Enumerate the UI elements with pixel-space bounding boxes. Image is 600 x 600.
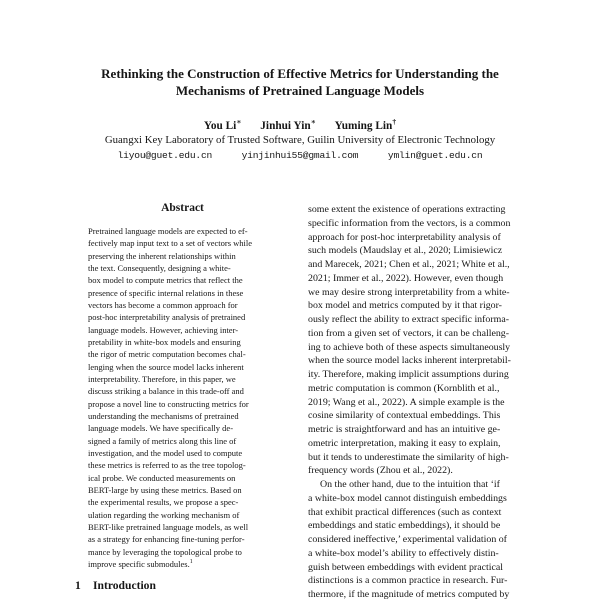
text-line: these metrics is referred to as the tree topolog- — [88, 460, 246, 471]
text-line: interpretability. Therefore, in this paper, we — [88, 373, 236, 384]
text-line: 2019; Wang et al., 2022). A simple example is the — [308, 396, 505, 408]
text-line: ity. Therefore, making implicit assumptions during — [308, 369, 509, 380]
text-line: language models. We have specifically de- — [88, 423, 234, 434]
text-line: the text. Consequently, designing a white- — [88, 262, 231, 273]
text-line: metric computation is common (Kornblith et al., — [308, 382, 500, 394]
text-line: BERT-like pretrained language models, as well — [88, 521, 249, 532]
text-line: Pretrained language models are expected to ef- — [88, 226, 248, 236]
paper-title-line2: Mechanisms of Pretrained Language Models — [175, 82, 425, 98]
text-line: considered ineffective,’ experimental validation of — [308, 534, 507, 545]
email-2: yinjinhui55@gmail.com — [241, 149, 359, 161]
author-3-name: Yuming Lin — [334, 120, 393, 132]
text-line: a white-box model’s ability to effectively distin- — [308, 547, 499, 559]
text-line: the rigor of metric computation becomes chal- — [88, 349, 246, 360]
text-line: and Marecek, 2021; Chen et al., 2021; White et al., — [308, 259, 510, 270]
text-line: some extent the existence of operations extracting — [308, 204, 506, 215]
author-1 — [203, 117, 242, 132]
text-line: specific information from the vectors, is a common — [308, 217, 511, 229]
author-list — [0, 119, 600, 133]
text-line: such models (Maudslay et al., 2020; Limisiewicz — [308, 245, 503, 257]
author-1-mark: ∗ — [236, 117, 242, 127]
text-line: ometric interpretation, making it easy to explain, — [308, 437, 501, 449]
text-line: vectors has become a common approach for — [88, 299, 238, 310]
text-line: tion from a given set of vectors, it can be challeng- — [308, 327, 509, 339]
text-line: propose a novel line to constructing metrics for — [88, 398, 249, 409]
footnote-marker: 1 — [189, 559, 193, 566]
affiliation: Guangxi Key Laboratory of Trusted Software, Guilin University of Electronic Technology — [104, 134, 496, 146]
text-line: thermore, if the magnitude of metrics computed by — [308, 589, 510, 600]
text-line: the experimental results, we propose a spec- — [88, 497, 239, 508]
text-line: as a strategy for enhancing fine-tuning perfor- — [88, 534, 245, 545]
text-line: frequency words (Zhou et al., 2022). — [308, 465, 453, 477]
email-3: ymlin@guet.edu.cn — [387, 149, 483, 161]
abstract-lines — [88, 225, 288, 558]
text-line: BERT-large by using these metrics. Based on — [88, 484, 242, 495]
text-line: mance by leveraging the topological probe to — [88, 546, 242, 557]
section-heading-introduction — [75, 579, 290, 593]
abstract-body — [88, 225, 288, 570]
author-1-name: You Li — [203, 120, 237, 132]
text-line: approach for post-hoc interpretability analysis of — [308, 231, 501, 243]
paper-title-line1: Rethinking the Construction of Effective Metrics for Understanding the — [101, 66, 499, 81]
text-line: distinctions is a common practice in research. Fur- — [308, 575, 508, 587]
text-line: On the other hand, due to the intuition that ‘if — [320, 479, 500, 490]
section-number: 1 — [75, 578, 81, 592]
text-line: box model and metrics computed by it that rigor- — [308, 300, 502, 312]
text-line: presence of specific internal relations in these — [88, 287, 244, 298]
author-3-mark: † — [392, 117, 397, 127]
text-line: ulation regarding the working mechanism of — [88, 509, 240, 520]
text-line: box model to compute metrics that reflect the — [88, 275, 243, 286]
text-line: when the source model lacks inherent interpretabil- — [308, 355, 511, 367]
text-line: ical probe. We conducted measurements on — [88, 472, 236, 483]
text-line: lenging when the source model lacks inherent — [88, 361, 244, 372]
abstract-closing-line — [88, 558, 288, 570]
text-line: investigation, and the model used to compute — [88, 447, 243, 458]
text-line: preserving the inherent relationships within — [88, 250, 236, 261]
email-list — [0, 149, 600, 162]
left-column — [75, 202, 290, 593]
text-line: fectively map input text to a set of vectors while — [88, 238, 253, 249]
right-column — [308, 203, 541, 600]
author-2-mark: ∗ — [310, 117, 316, 127]
text-line: we may desire strong interpretability from a white- — [308, 286, 510, 298]
email-1: liyou@guet.edu.cn — [117, 149, 213, 161]
text-line: but it tends to underestimate the similarity of high- — [308, 451, 509, 463]
body-paragraph-1 — [308, 203, 541, 478]
text-line: post-hoc interpretability analysis of pretrained — [88, 312, 246, 323]
author-2-name: Jinhui Yin — [260, 120, 311, 132]
text-line: guish between embeddings with evident practical — [308, 561, 503, 573]
text-line: embeddings and static embeddings), it should be — [308, 520, 501, 532]
text-line: language models. However, achieving inter- — [88, 324, 239, 335]
text-line: signed a family of metrics along this line of — [88, 435, 237, 446]
author-3 — [334, 117, 397, 132]
text-line: 2021; Immer et al., 2022). However, even though — [308, 272, 504, 284]
text-line: metric is straightforward and has an intuitive ge- — [308, 424, 501, 435]
text-line: pretability in white-box models and ensuring — [88, 336, 241, 347]
text-line: ously reflect the ability to extract specific informa- — [308, 314, 509, 325]
author-2 — [260, 117, 316, 132]
text-line: understanding the mechanisms of pretrained — [88, 410, 239, 421]
abstract-closing-text: improve specific submodules. — [88, 558, 190, 569]
text-line: a white-box model cannot distinguish embeddings — [308, 492, 507, 504]
text-line: cosine similarity of contextual embeddings. This — [308, 410, 501, 422]
paper-title — [30, 66, 570, 99]
body-paragraph-2 — [308, 478, 541, 600]
text-line: ing to achieve both of these aspects simultaneously — [308, 341, 511, 353]
text-line: that exhibit practical differences (such as context — [308, 506, 502, 518]
abstract-heading: Abstract — [161, 202, 204, 214]
section-title: Introduction — [93, 578, 156, 592]
text-line: discuss striking a balance in this trade-off and — [88, 386, 244, 397]
